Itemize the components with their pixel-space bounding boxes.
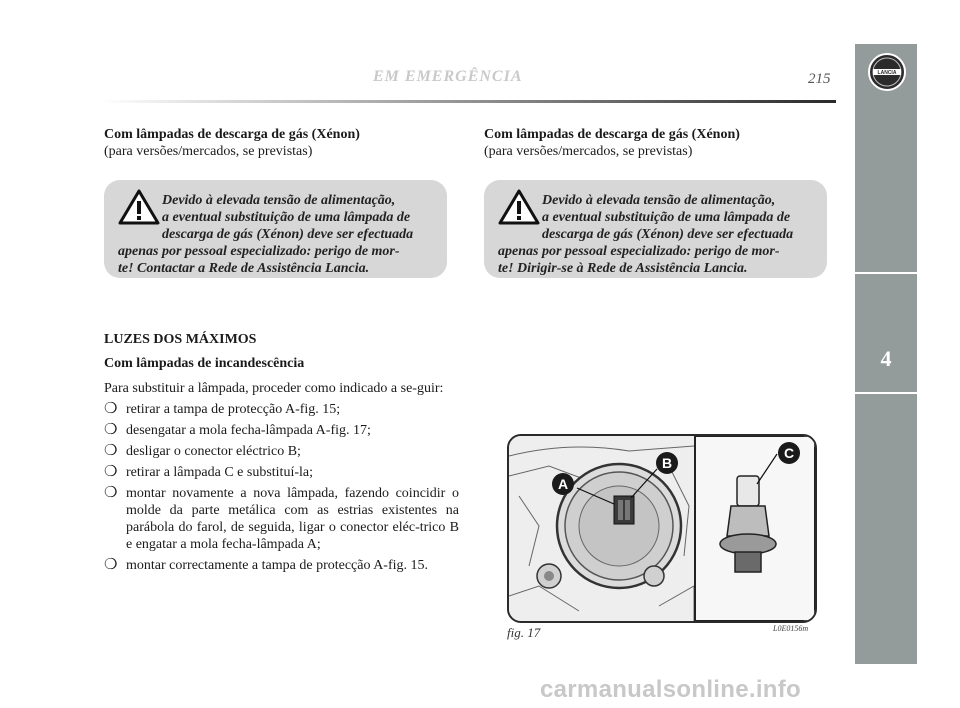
left-warning-text <box>118 192 433 277</box>
chapter-side-tab <box>855 44 917 664</box>
warning-line: te! Contactar a Rede de Assistência Lancia. <box>118 261 370 276</box>
callout-label-b: B <box>661 455 673 471</box>
warning-line: apenas por pessoal especializado: perigo de mor- <box>498 244 780 259</box>
headlamp-diagram <box>509 436 815 621</box>
warning-line: a eventual substituição de uma lâmpada de <box>542 210 791 225</box>
bullet-icon: ❍ <box>104 485 118 501</box>
figure-17-illustration <box>507 434 817 623</box>
bullet-icon: ❍ <box>104 443 118 459</box>
right-heading: Com lâmpadas de descarga de gás (Xénon) <box>484 127 740 142</box>
warning-line: te! Dirigir-se à Rede de Assistência Lancia. <box>498 261 748 276</box>
callout-label-a: A <box>557 476 569 492</box>
figure-caption: fig. 17 <box>507 625 541 640</box>
bullet-icon: ❍ <box>104 422 118 438</box>
warning-triangle-icon <box>498 188 540 226</box>
bullet-icon: ❍ <box>104 557 118 573</box>
list-item: ❍ desligar o conector eléctrico B; <box>104 443 301 459</box>
lancia-logo-icon <box>867 52 907 92</box>
list-item: ❍ retirar a lâmpada C e substituí-la; <box>104 464 313 480</box>
left-subheading: (para versões/mercados, se previstas) <box>104 144 313 159</box>
section-title: LUZES DOS MÁXIMOS <box>104 332 257 347</box>
left-heading: Com lâmpadas de descarga de gás (Xénon) <box>104 127 360 142</box>
list-item: ❍ desengatar a mola fecha-lâmpada A-fig. 17; <box>104 422 371 438</box>
side-tab-divider <box>855 392 917 394</box>
header-title: EM EMERGÊNCIA <box>373 68 523 85</box>
figure-code: L0E0156m <box>773 624 809 633</box>
bullet-icon: ❍ <box>104 401 118 417</box>
chapter-number: 4 <box>880 346 892 371</box>
list-item: ❍ retirar a tampa de protecção A-fig. 15; <box>104 401 341 417</box>
logo-text: LANCIA <box>877 70 897 76</box>
instructions-block <box>104 380 459 578</box>
list-item: ❍ montar novamente a nova lâmpada, fazendo coincidir o molde da parte metálica com as estrias existentes na parábola do farol, de seguida, ligar o conector eléc-trico B e engatar a mola fecha-lâmpada A; <box>104 485 459 552</box>
warning-line: Devido à elevada tensão de alimentação, <box>542 193 776 208</box>
page-number: 215 <box>808 71 831 87</box>
warning-line: a eventual substituição de uma lâmpada de <box>162 210 411 225</box>
bullet-icon: ❍ <box>104 464 118 480</box>
left-heading-block <box>104 126 459 160</box>
subsection-title: Com lâmpadas de incandescência <box>104 356 305 371</box>
right-heading-block <box>484 126 839 160</box>
warning-line: descarga de gás (Xénon) deve ser efectuada <box>162 227 414 242</box>
warning-line: apenas por pessoal especializado: perigo de mor- <box>118 244 400 259</box>
right-subheading: (para versões/mercados, se previstas) <box>484 144 693 159</box>
side-tab-divider <box>855 272 917 274</box>
warning-line: Devido à elevada tensão de alimentação, <box>162 193 396 208</box>
watermark: carmanualsonline.info <box>540 676 802 703</box>
warning-triangle-icon <box>118 188 160 226</box>
header-rule <box>100 100 836 103</box>
intro-text: Para substituir a lâmpada, proceder como indicado a se-guir: <box>104 381 444 396</box>
right-warning-box <box>484 180 827 278</box>
warning-line: descarga de gás (Xénon) deve ser efectuada <box>542 227 794 242</box>
left-warning-box <box>104 180 447 278</box>
list-item: ❍ montar correctamente a tampa de protecção A-fig. 15. <box>104 557 429 573</box>
right-warning-text <box>498 192 813 277</box>
callout-label-c: C <box>783 445 795 461</box>
steps-list <box>104 401 459 574</box>
